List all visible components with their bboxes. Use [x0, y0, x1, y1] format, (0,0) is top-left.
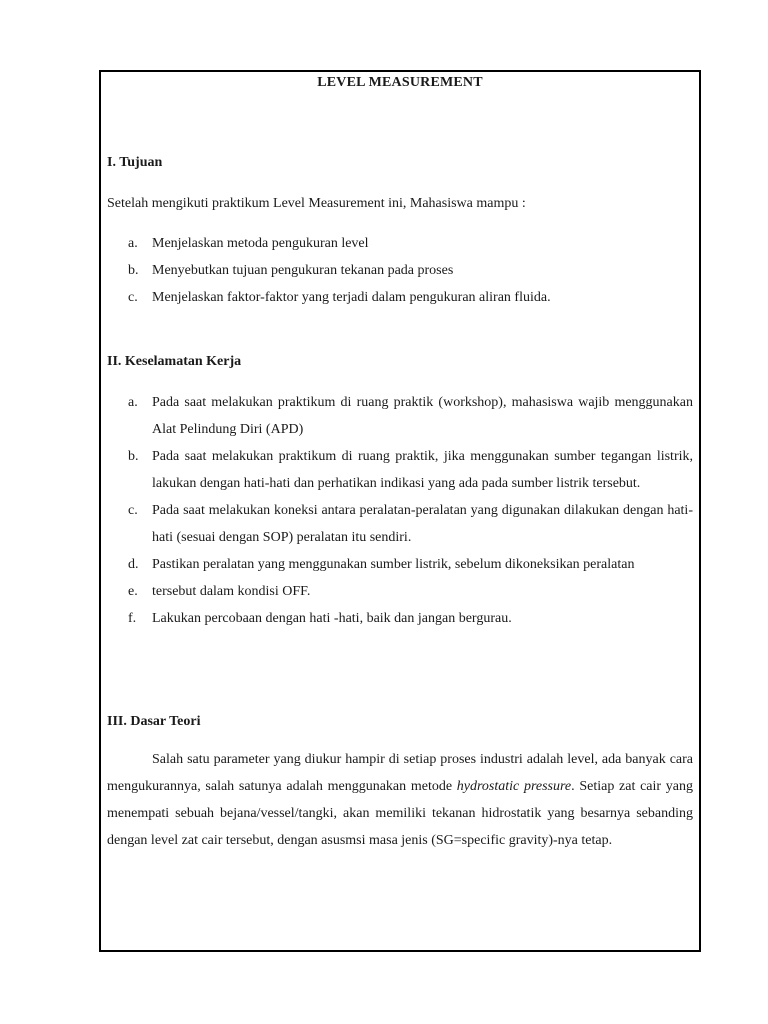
list-item-text: Pada saat melakukan praktikum di ruang praktik (workshop), mahasiswa wajib menggunakan Alat Pelindung Diri (APD) — [152, 395, 693, 437]
list-item — [107, 578, 693, 605]
list-item-text: Menyebutkan tujuan pengukuran tekanan pada proses — [152, 263, 454, 278]
document-title: LEVEL MEASUREMENT — [317, 75, 483, 90]
list-marker: d. — [128, 557, 139, 572]
list-item-text: tersebut dalam kondisi OFF. — [152, 584, 311, 599]
list-marker: b. — [128, 449, 139, 464]
list-item — [107, 230, 693, 257]
list-item — [107, 497, 693, 551]
paragraph-text-start: Salah satu parameter yang diukur hampir di setiap proses industri adalah level, ada banyak cara mengukurannya, salah satunya adalah menggunakan metode — [107, 752, 693, 794]
list-item-text: Lakukan percobaan dengan hati -hati, baik dan jangan bergurau. — [152, 611, 512, 626]
list-item-text: Pastikan peralatan yang menggunakan sumber listrik, sebelum dikoneksikan peralatan — [152, 557, 635, 572]
list-marker: c. — [128, 290, 138, 305]
section-heading-dasar-teori: III. Dasar Teori — [107, 714, 201, 729]
paragraph-text-end: . Setiap zat cair yang menempati sebuah bejana/vessel/tangki, akan memiliki tekanan hidrostatik yang besarnya sebanding dengan level zat cair tersebut, dengan asusmsi masa jenis (SG=specific gravity)-nya tetap. — [107, 779, 693, 848]
section-heading-tujuan: I. Tujuan — [107, 155, 163, 170]
list-marker: f. — [128, 611, 137, 626]
list-item — [107, 605, 693, 632]
list-item-text: Pada saat melakukan praktikum di ruang praktik, jika menggunakan sumber tegangan listrik, lakukan dengan hati-hati dan perhatikan indikasi yang ada pada sumber listrik tersebut. — [152, 449, 693, 491]
section-heading-keselamatan: II. Keselamatan Kerja — [107, 354, 242, 369]
list-item — [107, 257, 693, 284]
list-item — [107, 389, 693, 443]
list-item — [107, 443, 693, 497]
list-item-text: Menjelaskan faktor-faktor yang terjadi dalam pengukuran aliran fluida. — [152, 290, 551, 305]
tujuan-list — [107, 230, 693, 311]
list-item-text: Pada saat melakukan koneksi antara peralatan-peralatan yang digunakan dilakukan dengan hati-hati (sesuai dengan SOP) peralatan itu sendiri. — [152, 503, 693, 545]
list-item — [107, 284, 693, 311]
list-item-text: Menjelaskan metoda pengukuran level — [152, 236, 369, 251]
dasar-teori-paragraph — [107, 746, 693, 854]
keselamatan-list — [107, 389, 693, 632]
document-frame — [99, 70, 701, 952]
list-marker: c. — [128, 503, 138, 518]
list-marker: a. — [128, 236, 138, 251]
tujuan-intro: Setelah mengikuti praktikum Level Measurement ini, Mahasiswa mampu : — [107, 196, 526, 211]
list-marker: a. — [128, 395, 138, 410]
list-marker: e. — [128, 584, 138, 599]
paragraph-italic-term: hydrostatic pressure — [456, 779, 572, 794]
list-item — [107, 551, 693, 578]
list-marker: b. — [128, 263, 139, 278]
